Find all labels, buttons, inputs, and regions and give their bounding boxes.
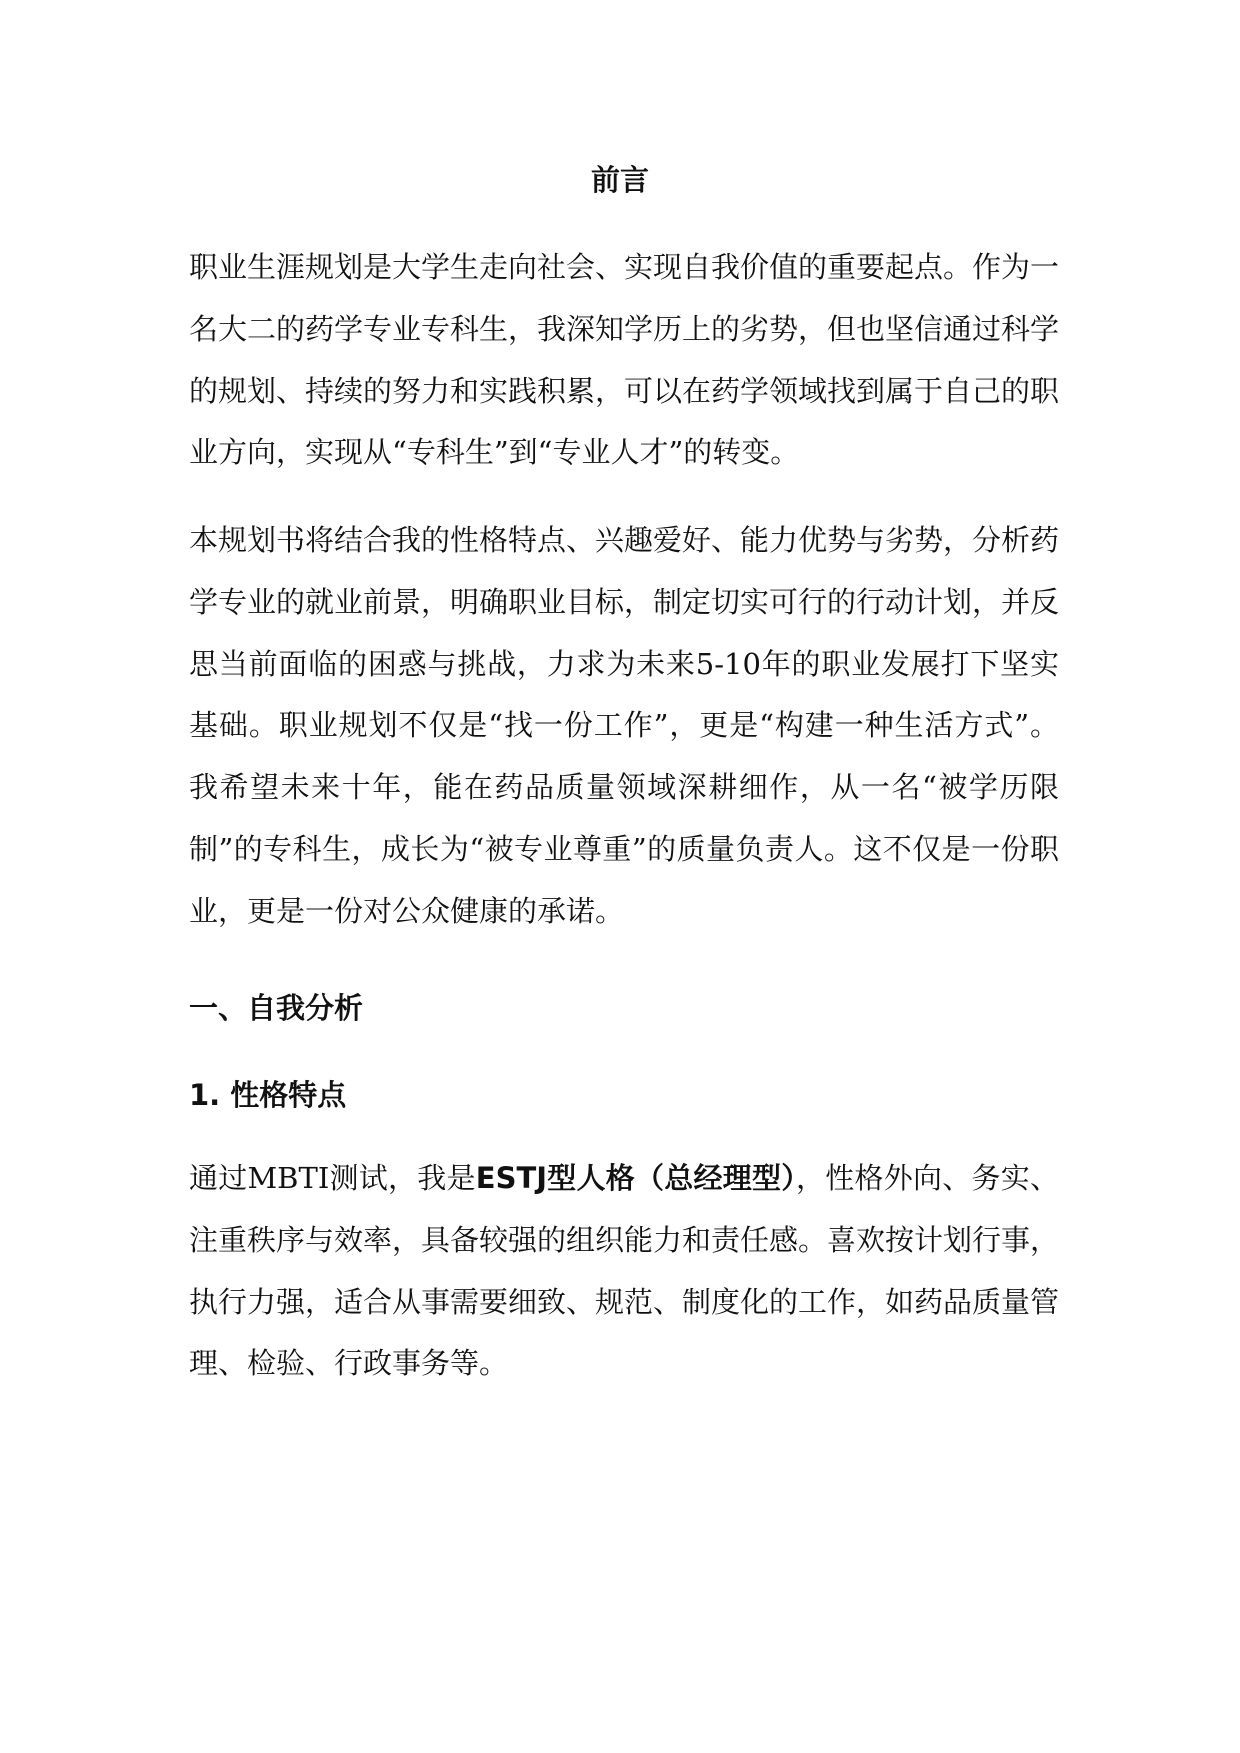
personality-text-before: 通过MBTI测试，我是 — [189, 1161, 476, 1195]
personality-paragraph — [189, 1148, 1059, 1395]
preface-title: 前言 — [590, 163, 649, 197]
personality-text-after: ，性格外向、务实、注重秩序与效率，具备较强的组织能力和责任感。喜欢按计划行事，执行力强，适合从事需要细致、规范、制度化的工作，如药品质量管理、检验、行政事务等。 — [189, 1161, 1060, 1381]
preface-paragraph-2: 本规划书将结合我的性格特点、兴趣爱好、能力优势与劣势，分析药学专业的就业前景，明确职业目标，制定切实可行的行动计划，并反思当前面临的困惑与挑战，力求为未来5-10年的职业发展打下坚实基础。职业规划不仅是“找一份工作”，更是“构建一种生活方式”。我希望未来十年，能在药品质量领域深耕细作，从一名“被学历限制”的专科生，成长为“被专业尊重”的质量负责人。这不仅是一份职业，更是一份对公众健康的承诺。 — [189, 523, 1060, 928]
preface-paragraph-1: 职业生涯规划是大学生走向社会、实现自我价值的重要起点。作为一名大二的药学专业专科生，我深知学历上的劣势，但也坚信通过科学的规划、持续的努力和实践积累，可以在药学领域找到属于自己的职业方向，实现从“专科生”到“专业人才”的转变。 — [189, 250, 1060, 470]
section-heading-self-analysis: 一、自我分析 — [189, 991, 364, 1025]
personality-type-emphasis: ESTJ型人格（总经理型） — [475, 1161, 797, 1195]
subsection-heading-personality: 1. 性格特点 — [189, 1078, 347, 1112]
